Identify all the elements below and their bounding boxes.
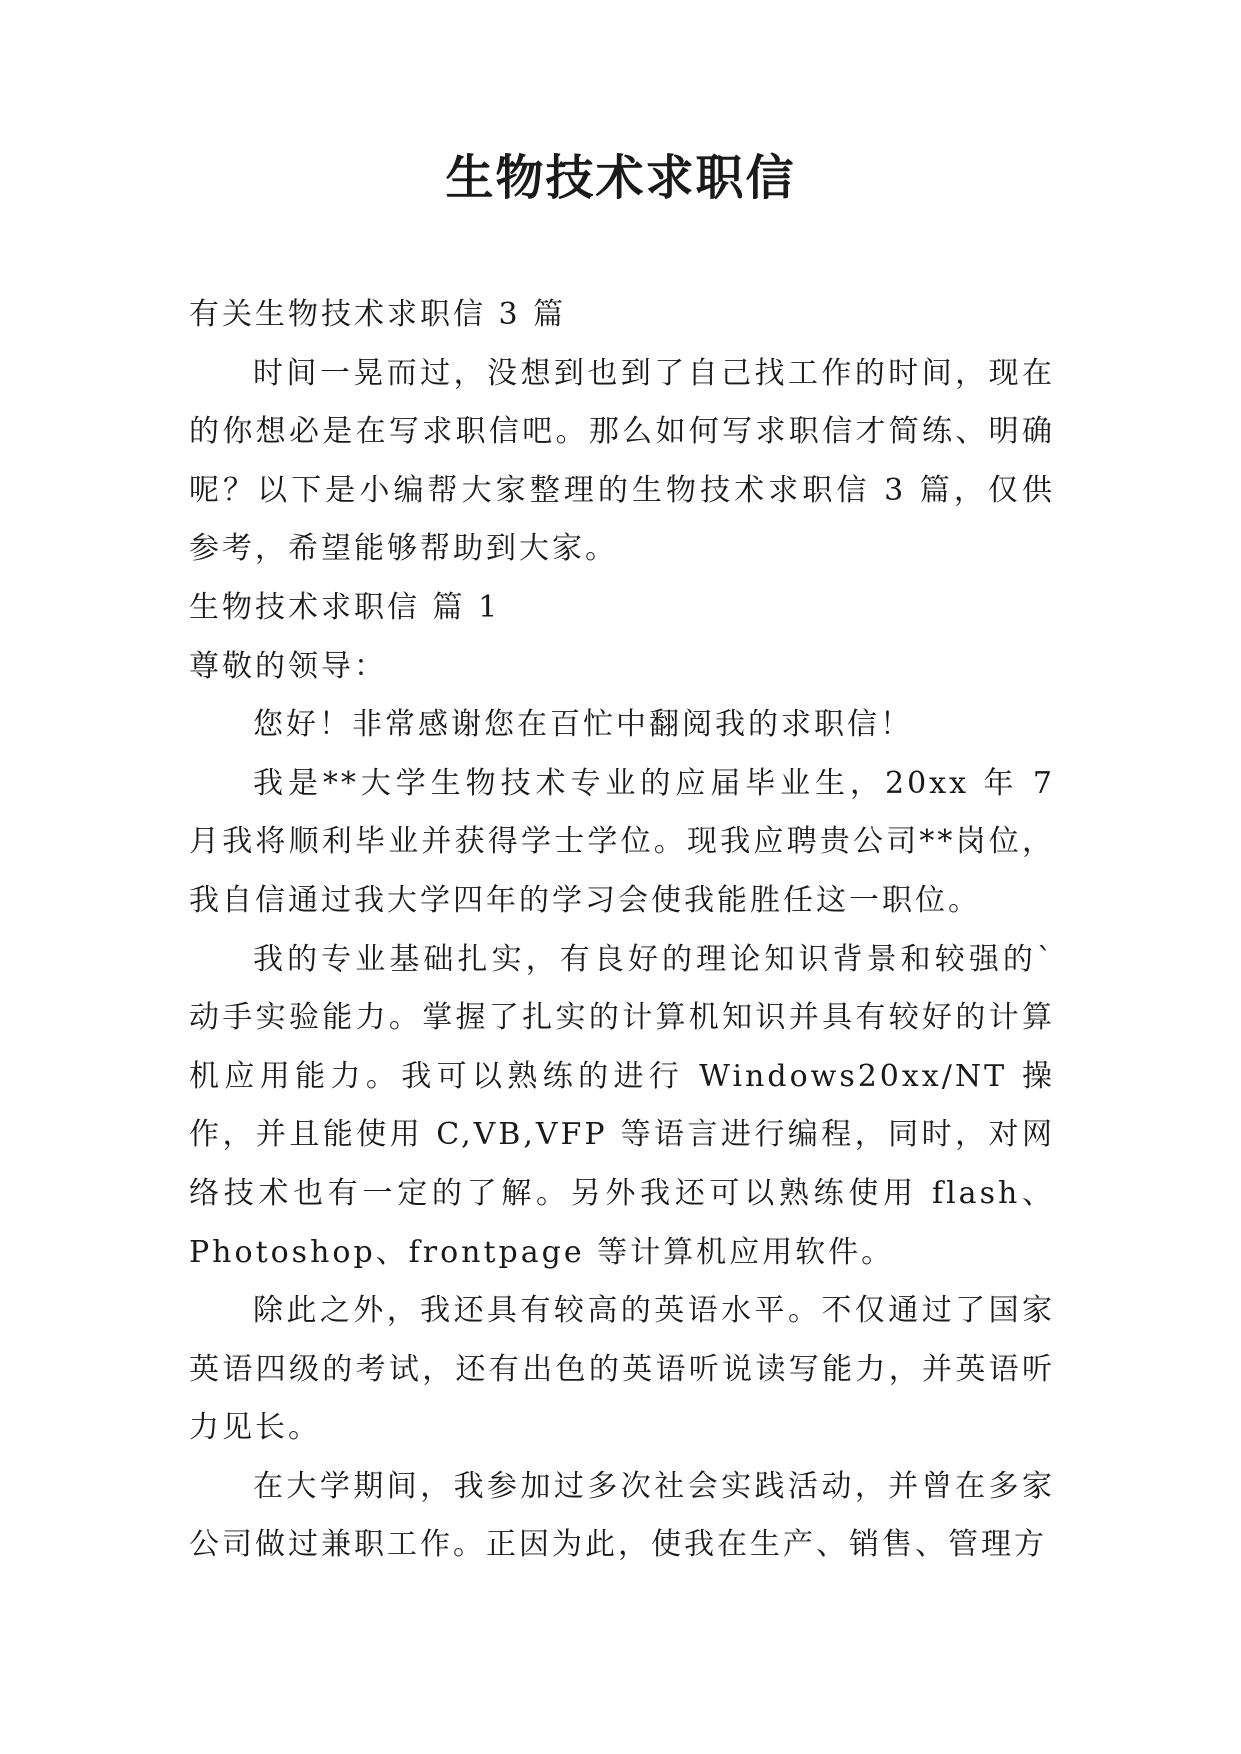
paragraph-skills: 我的专业基础扎实，有良好的理论知识背景和较强的`动手实验能力。掌握了扎实的计算机知识并具有较好的计算机应用能力。我可以熟练的进行 Windows20xx/NT 操作，并且能使用 C,VB,VFP 等语言进行编程，同时，对网络技术也有一定的了解。另外我还可以熟练使用 flash、Photoshop、frontpage 等计算机应用软件。: [189, 941, 1055, 1270]
paragraph-intro: 时间一晃而过，没想到也到了自己找工作的时间，现在的你想必是在写求职信吧。那么如何写求职信才简练、明确呢？以下是小编帮大家整理的生物技术求职信 3 篇，仅供参考，希望能够帮助到大家。: [189, 355, 1055, 567]
paragraph-greeting: 您好！非常感谢您在百忙中翻阅我的求职信！: [253, 707, 913, 743]
document-body: [189, 286, 1055, 1575]
paragraph-salutation: 尊敬的领导：: [189, 648, 387, 684]
paragraph-section-heading: 生物技术求职信 篇 1: [189, 589, 501, 625]
paragraph-practice: 在大学期间，我参加过多次社会实践活动，并曾在多家公司做过兼职工作。正因为此，使我在生产、销售、管理方: [189, 1468, 1055, 1563]
paragraph-subtitle: 有关生物技术求职信 3 篇: [189, 297, 567, 332]
paragraph-english: 除此之外，我还具有较高的英语水平。不仅通过了国家英语四级的考试，还有出色的英语听说读写能力，并英语听力见长。: [189, 1293, 1055, 1446]
document-title: 生物技术求职信: [445, 150, 796, 206]
paragraph-self-intro: 我是**大学生物技术专业的应届毕业生，20xx 年 7 月我将顺利毕业并获得学士学位。现我应聘贵公司**岗位，我自信通过我大学四年的学习会使我能胜任这一职位。: [189, 765, 1055, 918]
